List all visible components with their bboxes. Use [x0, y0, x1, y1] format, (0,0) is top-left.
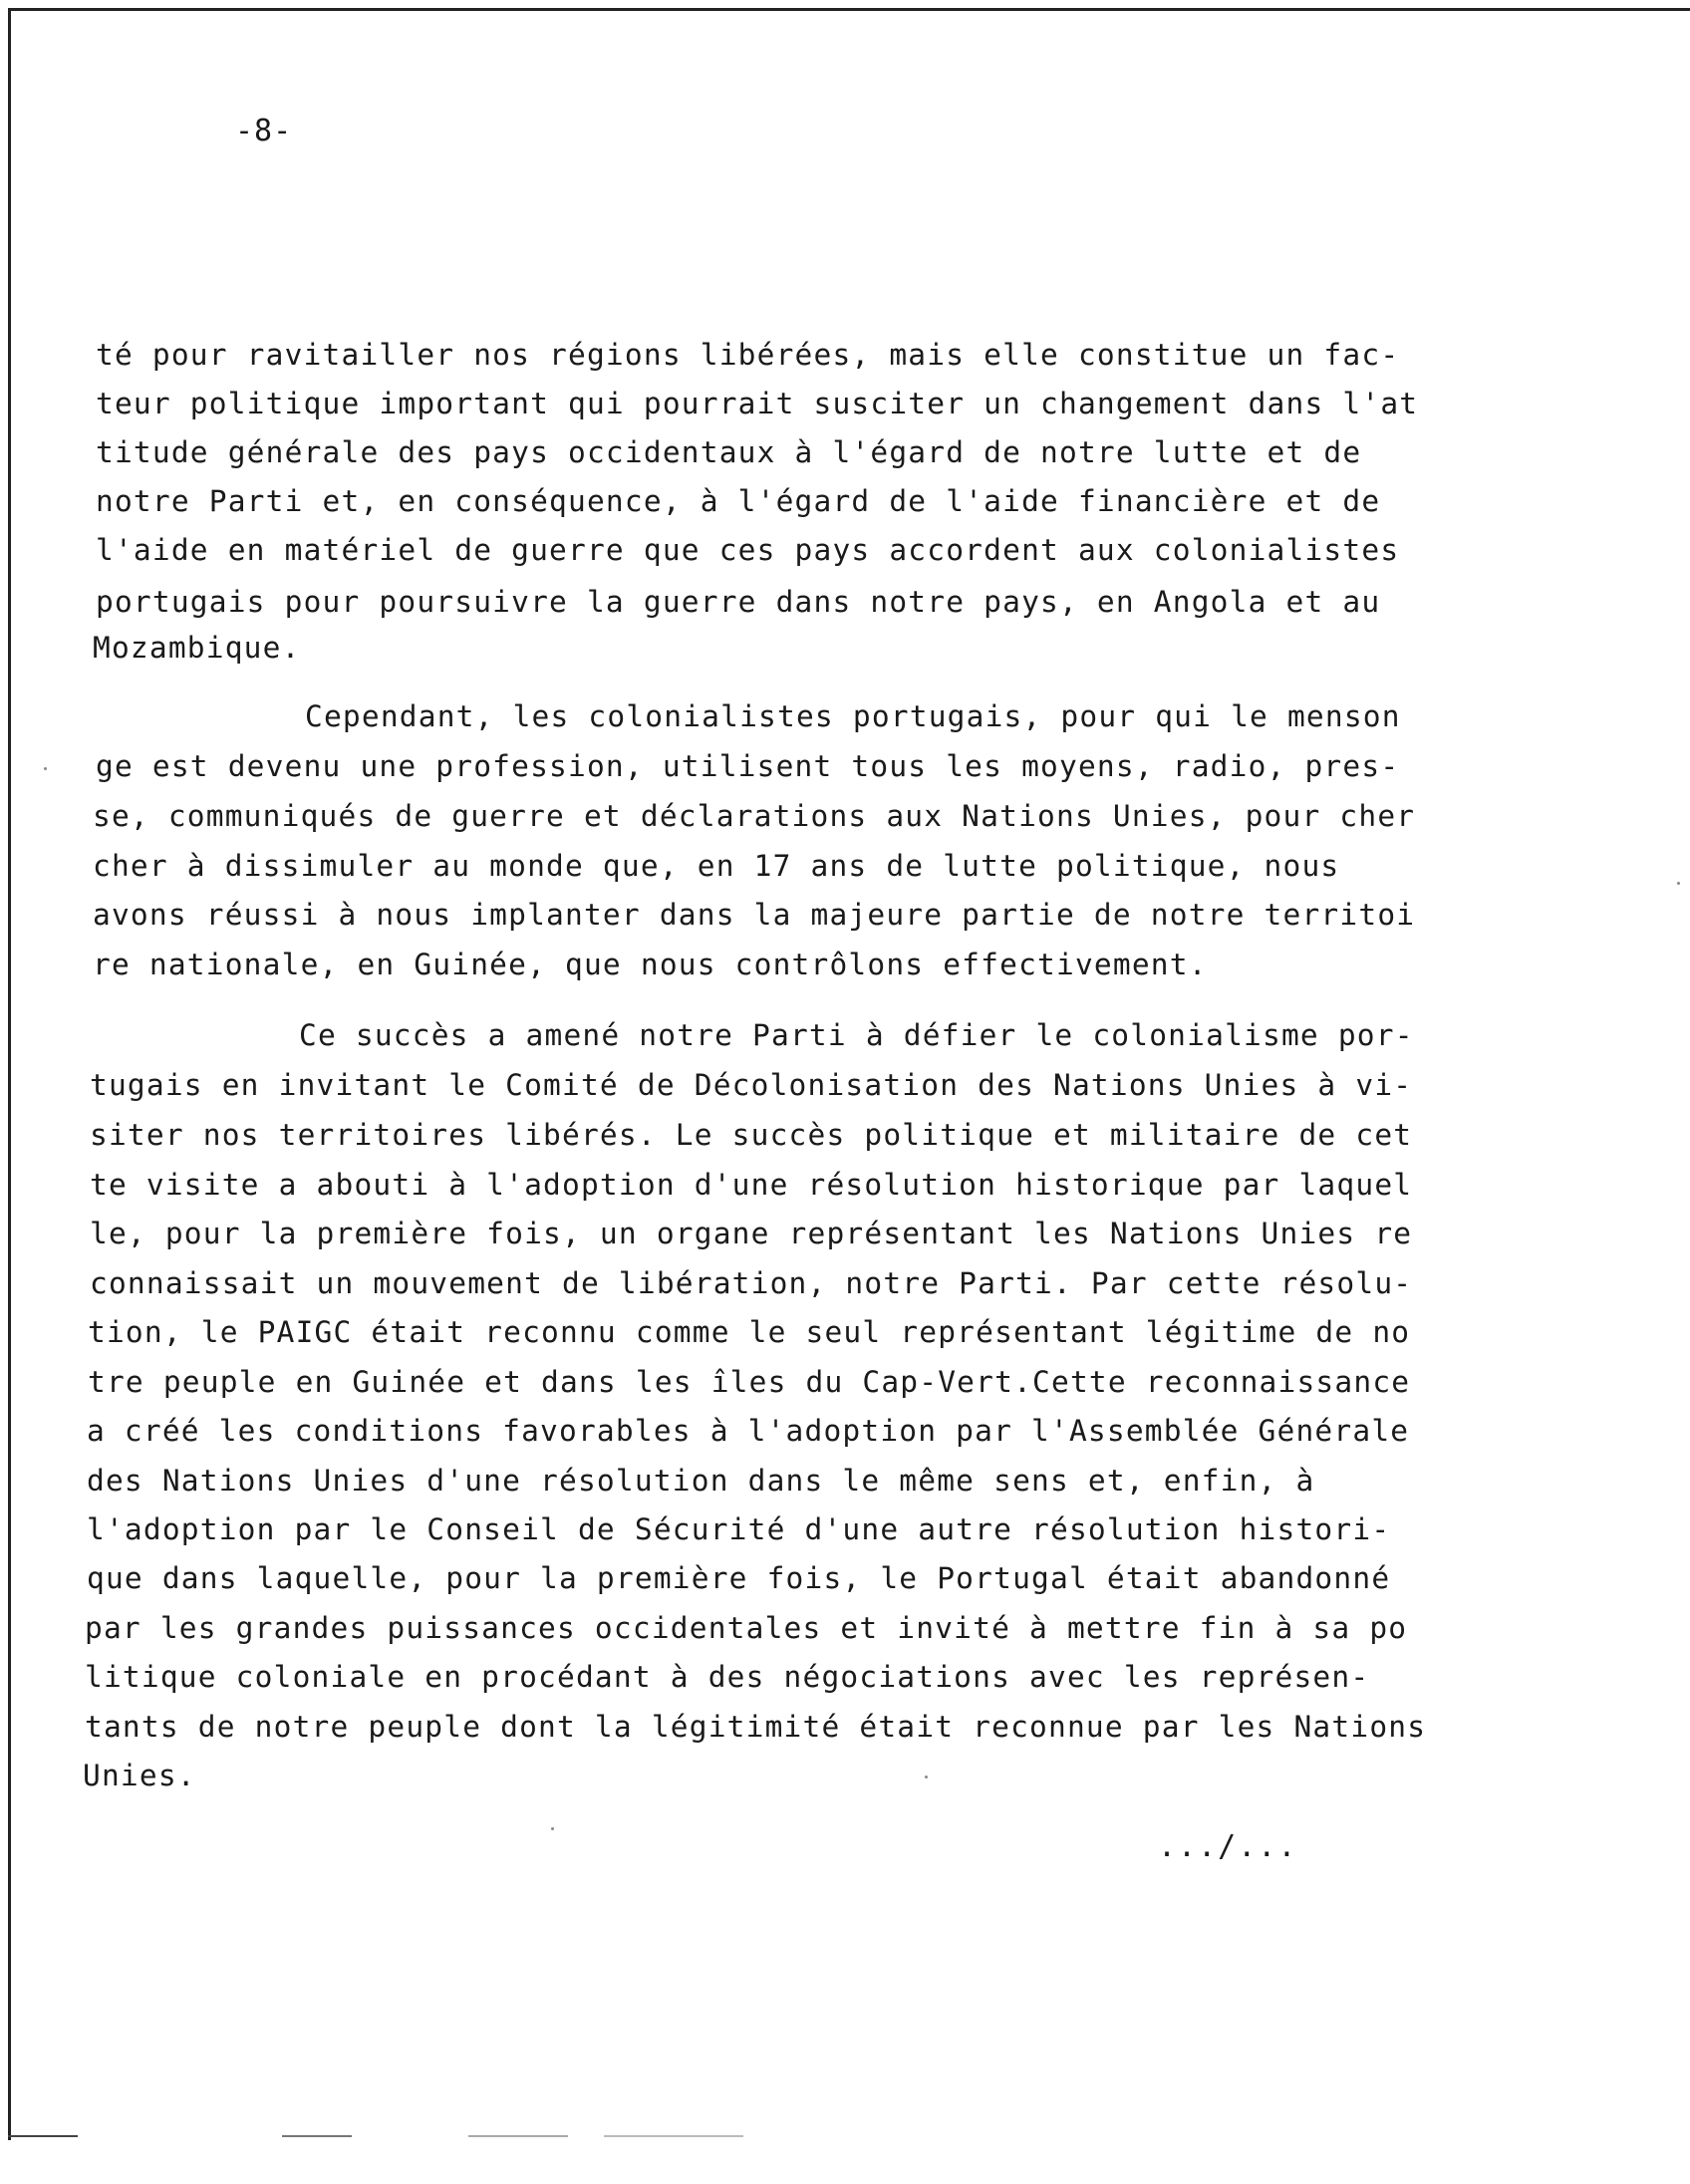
text-line: Mozambique. [93, 631, 301, 665]
text-line: tion, le PAIGC était reconnu comme le seul représentant légitime de no [88, 1315, 1411, 1349]
continuation-mark: .../... [1158, 1829, 1298, 1864]
text-line: le, pour la première fois, un organe représentant les Nations Unies re [90, 1217, 1413, 1250]
page-frame-top-edge [8, 8, 1690, 11]
text-line: tants de notre peuple dont la légitimité était reconnue par les Nations [85, 1710, 1427, 1744]
text-line: l'adoption par le Conseil de Sécurité d'une autre résolution histori- [87, 1512, 1391, 1546]
scan-speck [925, 1775, 928, 1778]
text-line: ge est devenu une profession, utilisent tous les moyens, radio, pres- [96, 749, 1400, 783]
text-line: que dans laquelle, pour la première fois, le Portugal était abandonné [87, 1561, 1391, 1595]
text-line: Unies. [83, 1759, 196, 1792]
text-line: connaissait un mouvement de libération, notre Parti. Par cette résolu- [90, 1266, 1413, 1300]
text-line: litique coloniale en procédant à des négociations avec les représen- [85, 1660, 1370, 1694]
scan-speck [44, 767, 47, 770]
text-line: té pour ravitailler nos régions libérées, mais elle constitue un fac- [96, 338, 1400, 372]
scan-speck [1677, 882, 1680, 885]
text-line: cher à dissimuler au monde que, en 17 ans de lutte politique, nous [93, 849, 1340, 883]
text-line: tre peuple en Guinée et dans les îles du Cap-Vert.Cette reconnaissance [88, 1365, 1411, 1399]
text-line: titude générale des pays occidentaux à l'égard de notre lutte et de [96, 435, 1362, 469]
text-line: re nationale, en Guinée, que nous contrôlons effectivement. [93, 948, 1208, 981]
text-line: avons réussi à nous implanter dans la majeure partie de notre territoi [93, 898, 1416, 932]
text-line: siter nos territoires libérés. Le succès politique et militaire de cet [90, 1118, 1413, 1152]
text-line: teur politique important qui pourrait susciter un changement dans l'at [96, 387, 1419, 420]
text-line: te visite a abouti à l'adoption d'une résolution historique par laquel [90, 1168, 1413, 1202]
scan-rule [8, 2135, 78, 2137]
text-line: l'aide en matériel de guerre que ces pays accordent aux colonialistes [96, 533, 1400, 567]
text-line: notre Parti et, en conséquence, à l'égard de l'aide financière et de [96, 484, 1381, 518]
text-line: tugais en invitant le Comité de Décolonisation des Nations Unies à vi- [90, 1068, 1413, 1102]
text-line: Ce succès a amené notre Parti à défier le colonialisme por- [299, 1018, 1414, 1052]
text-line: portugais pour poursuivre la guerre dans notre pays, en Angola et au [96, 585, 1381, 619]
scan-rule [604, 2135, 743, 2137]
text-line: Cependant, les colonialistes portugais, pour qui le menson [305, 699, 1401, 733]
scan-rule [468, 2135, 568, 2137]
scan-speck [551, 1827, 554, 1830]
text-line: se, communiqués de guerre et déclarations aux Nations Unies, pour cher [93, 799, 1416, 833]
text-line: a créé les conditions favorables à l'adoption par l'Assemblée Générale [87, 1414, 1410, 1448]
page-frame-left-edge [8, 8, 11, 2140]
text-line: par les grandes puissances occidentales et invité à mettre fin à sa po [85, 1611, 1408, 1645]
scan-rule [282, 2135, 352, 2137]
page-number: -8- [235, 114, 293, 148]
text-line: des Nations Unies d'une résolution dans le même sens et, enfin, à [87, 1464, 1315, 1498]
